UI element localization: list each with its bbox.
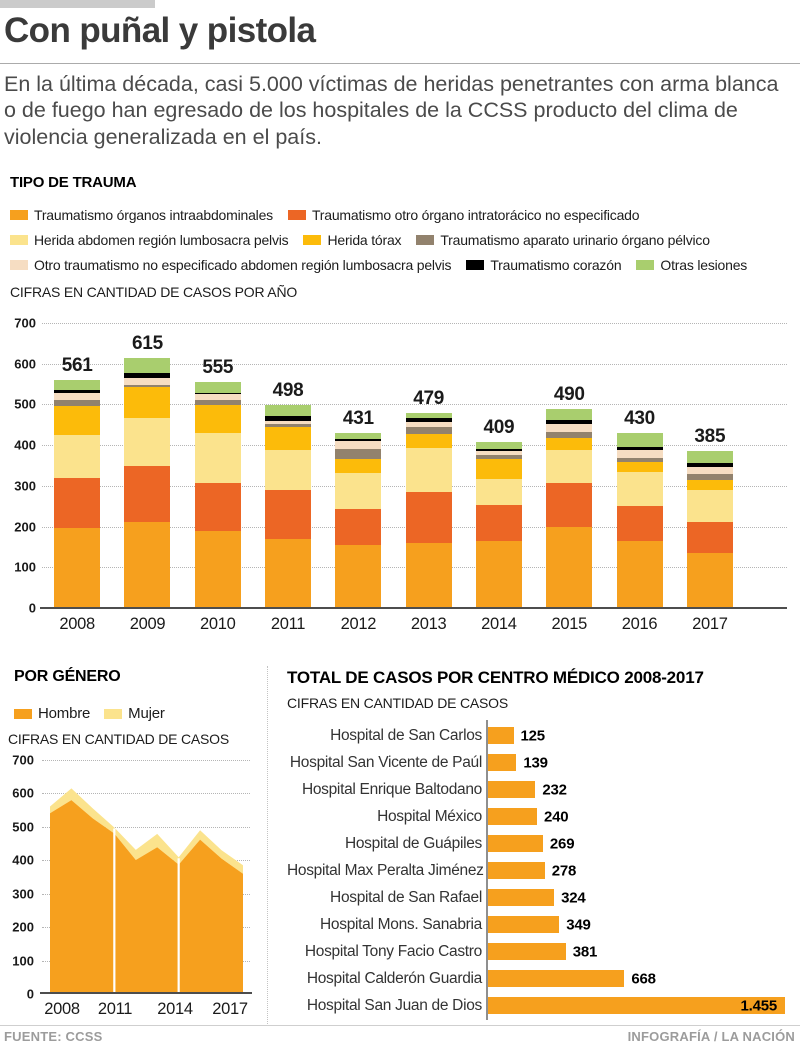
x-tick-label: 2010	[199, 615, 236, 633]
hospital-row	[287, 749, 797, 776]
hospital-bar-track	[488, 943, 785, 960]
y-tick-label: 600	[14, 356, 36, 372]
hospitals-subtitle: CIFRAS EN CANTIDAD DE CASOS	[287, 695, 508, 711]
hospital-row	[287, 776, 797, 803]
bar-total-label: 498	[272, 380, 304, 402]
hospital-bar	[488, 943, 566, 960]
hospital-value-label: 278	[551, 862, 577, 879]
x-tick-label: 2009	[129, 615, 166, 633]
hospital-row	[287, 884, 797, 911]
hospital-bar-track	[488, 808, 785, 825]
y-tick-label: 400	[12, 852, 34, 868]
bar-segment	[476, 479, 522, 506]
x-tick-label: 2008	[44, 1000, 80, 1018]
y-tick-label: 200	[12, 919, 34, 935]
hospital-row	[287, 965, 797, 992]
hospital-value-label: 139	[523, 754, 548, 771]
hospital-value-label: 125	[520, 727, 545, 744]
hospital-bar	[488, 835, 543, 852]
y-tick-label: 100	[14, 559, 36, 575]
bar-segment	[124, 522, 170, 608]
trauma-baseline	[40, 607, 787, 609]
genero-baseline	[40, 992, 252, 994]
section-divider	[267, 666, 268, 1024]
bar-column	[604, 408, 674, 608]
hospital-label: Hospital Enrique Baltodano	[301, 780, 482, 798]
bar-segment	[546, 527, 592, 608]
y-tick-label: 700	[12, 752, 34, 768]
legend-label: Mujer	[128, 705, 165, 722]
trauma-bars	[42, 323, 745, 608]
hospital-bar-track	[488, 970, 785, 987]
genero-section-heading: POR GÉNERO	[14, 668, 121, 685]
page-title: Con puñal y pistola	[4, 11, 316, 50]
bar-column	[253, 380, 323, 608]
trauma-subtitle: CIFRAS EN CANTIDAD DE CASOS POR AÑO	[10, 284, 298, 300]
hospital-label: Hospital Max Peralta Jiménez	[287, 861, 484, 879]
hospital-bar	[488, 754, 516, 771]
bar-segment	[265, 539, 311, 608]
bar-segment	[124, 466, 170, 521]
bar-segment	[335, 473, 381, 508]
hospital-label: Hospital Mons. Sanabria	[320, 915, 482, 933]
legend-row	[10, 252, 747, 277]
hospital-bar	[488, 970, 624, 987]
bar-segment	[687, 553, 733, 608]
hospital-value-label: 381	[572, 943, 598, 960]
hospital-label: Hospital México	[377, 807, 482, 825]
hospital-label: Hospital de Guápiles	[344, 834, 482, 852]
bar-column	[183, 357, 253, 608]
x-tick-label: 2008	[59, 615, 95, 633]
hospital-bar-track	[488, 727, 785, 744]
bar-segment	[546, 409, 592, 420]
legend-row	[10, 227, 747, 252]
legend-item	[10, 232, 288, 248]
trauma-legend	[10, 202, 747, 277]
bar-segment	[124, 387, 170, 418]
bar-total-label: 479	[413, 387, 445, 409]
hospital-value-label: 324	[561, 889, 586, 906]
legend-label: Hombre	[38, 705, 91, 722]
legend-swatch-icon	[466, 260, 484, 270]
bar-segment	[617, 472, 663, 507]
x-tick-label: 2011	[270, 615, 306, 633]
hospital-label: Hospital San Juan de Dios	[306, 996, 482, 1014]
top-accent-strip	[0, 0, 155, 8]
hospital-value-label: 232	[542, 781, 567, 798]
bar-segment	[687, 490, 733, 522]
hospital-value-label: 240	[543, 808, 569, 825]
bar-total-label: 409	[483, 416, 515, 438]
hospital-row	[287, 830, 797, 857]
legend-label: Traumatismo otro órgano intratorácico no especificado	[311, 206, 640, 223]
hospital-bar-track	[488, 916, 785, 933]
bar-segment	[335, 509, 381, 546]
bar-segment	[335, 545, 381, 608]
y-tick-label: 700	[14, 315, 36, 331]
y-tick-label: 0	[28, 600, 36, 616]
bar-segment	[546, 483, 592, 527]
x-tick-label: 2017	[692, 615, 728, 633]
hospital-row	[287, 911, 797, 938]
x-tick-label: 2011	[97, 1000, 133, 1018]
legend-swatch-icon	[288, 210, 306, 220]
legend-item	[10, 207, 273, 223]
x-tick-label: 2014	[157, 1000, 193, 1018]
bar-segment	[335, 459, 381, 473]
bar-segment	[476, 442, 522, 449]
hospital-value-label: 1.455	[740, 997, 777, 1014]
legend-swatch-icon	[104, 709, 122, 719]
bar-column	[534, 384, 604, 608]
bar-segment	[54, 380, 100, 391]
bar-segment	[617, 433, 663, 447]
bar-total-label: 561	[61, 354, 93, 376]
hospital-bar-track	[488, 862, 785, 879]
bar-segment	[54, 406, 100, 435]
bar-segment	[195, 531, 241, 608]
legend-label: Traumatismo aparato urinario órgano pélvico	[440, 231, 710, 248]
x-tick-label: 2013	[410, 615, 447, 633]
footer-divider	[0, 1025, 800, 1026]
legend-label: Herida abdomen región lumbosacra pelvis	[34, 231, 289, 248]
genero-legend	[14, 705, 165, 722]
bar-segment	[195, 483, 241, 531]
legend-item	[416, 232, 709, 248]
trauma-y-axis	[0, 315, 36, 616]
bar-column	[393, 388, 463, 608]
hospital-bar	[488, 781, 535, 798]
y-tick-label: 300	[14, 478, 36, 494]
legend-label: Otro traumatismo no especificado abdomen región lumbosacra pelvis	[34, 256, 452, 273]
x-tick-label: 2014	[481, 615, 517, 633]
bar-segment	[617, 506, 663, 541]
legend-item	[636, 257, 747, 273]
intro-paragraph: En la última década, casi 5.000 víctimas de heridas penetrantes con arma blanca o de fuego han egresado de los hospitales de la CCSS producto del clima de violencia generalizada en el país.	[4, 72, 779, 149]
hospital-bar-track	[488, 781, 785, 798]
bar-segment	[195, 405, 241, 433]
bar-segment	[546, 438, 592, 450]
bar-segment	[335, 441, 381, 449]
x-tick-label: 2016	[621, 615, 658, 633]
hospital-bar-track	[488, 997, 785, 1014]
bar-segment	[406, 434, 452, 448]
bar-total-label: 430	[624, 407, 655, 429]
y-tick-label: 100	[12, 953, 34, 969]
genero-area-chart	[42, 760, 250, 994]
genero-y-axis	[0, 752, 34, 1002]
legend-swatch-icon	[416, 235, 434, 245]
bar-segment	[124, 378, 170, 385]
bar-column	[675, 426, 745, 608]
bar-total-label: 615	[132, 332, 163, 354]
legend-item	[104, 705, 165, 722]
bar-segment	[687, 480, 733, 490]
legend-row	[10, 202, 747, 227]
bar-segment	[406, 448, 452, 492]
bar-segment	[54, 478, 100, 528]
hospital-value-label: 269	[549, 835, 575, 852]
bar-column	[464, 417, 534, 608]
legend-swatch-icon	[10, 235, 28, 245]
legend-swatch-icon	[10, 260, 28, 270]
x-tick-label: 2015	[551, 615, 587, 633]
genero-plot-area	[42, 760, 250, 994]
hospital-label: Hospital Calderón Guardia	[306, 969, 482, 987]
y-tick-label: 500	[12, 819, 34, 835]
bar-segment	[195, 433, 241, 483]
hospital-bar	[488, 916, 559, 933]
hospital-bar	[488, 889, 554, 906]
footer-credit: INFOGRAFÍA / LA NACIÓN	[627, 1029, 795, 1044]
legend-item	[288, 207, 639, 223]
x-tick-label: 2017	[212, 1000, 248, 1018]
bar-segment	[265, 405, 311, 416]
legend-label: Otras lesiones	[660, 256, 748, 273]
y-tick-label: 400	[14, 437, 36, 453]
hospital-bar	[488, 727, 514, 744]
y-tick-label: 200	[14, 519, 36, 535]
y-tick-label: 300	[12, 886, 34, 902]
hospital-bar-track	[488, 835, 785, 852]
bar-column	[323, 408, 393, 608]
legend-label: Traumatismo corazón	[490, 256, 622, 273]
hospital-row	[287, 722, 797, 749]
hospital-value-label: 668	[631, 970, 656, 987]
bar-total-label: 490	[553, 383, 585, 405]
legend-label: Traumatismo órganos intraabdominales	[34, 206, 273, 223]
bar-segment	[476, 505, 522, 541]
bar-segment	[546, 424, 592, 432]
hospital-bar	[488, 808, 537, 825]
bar-segment	[335, 449, 381, 459]
bar-segment	[406, 543, 452, 608]
trauma-x-axis	[42, 615, 745, 634]
bar-segment	[687, 451, 733, 463]
bar-segment	[124, 358, 170, 373]
legend-swatch-icon	[303, 235, 321, 245]
hospital-bar-track	[488, 889, 785, 906]
legend-item	[466, 257, 621, 273]
y-tick-label: 600	[12, 785, 34, 801]
bar-column	[42, 355, 112, 608]
legend-swatch-icon	[10, 210, 28, 220]
title-divider	[0, 63, 800, 64]
bar-segment	[124, 418, 170, 467]
bar-segment	[546, 450, 592, 483]
bar-segment	[406, 492, 452, 543]
bar-segment	[54, 435, 100, 478]
legend-item	[10, 257, 451, 273]
genero-subtitle: CIFRAS EN CANTIDAD DE CASOS	[8, 731, 229, 747]
bar-total-label: 385	[694, 426, 726, 448]
legend-label: Herida tórax	[327, 231, 402, 248]
hospital-label: Hospital de San Carlos	[330, 726, 482, 744]
bar-segment	[265, 450, 311, 490]
hospital-bar	[488, 862, 545, 879]
hospital-label: Hospital Tony Facio Castro	[304, 942, 482, 960]
hospital-label: Hospital de San Rafael	[330, 888, 482, 906]
hospital-label: Hospital San Vicente de Paúl	[289, 753, 482, 771]
hospital-row	[287, 938, 797, 965]
x-tick-label: 2012	[340, 615, 377, 633]
bar-segment	[617, 541, 663, 608]
legend-item	[303, 232, 401, 248]
bar-segment	[617, 462, 663, 471]
bar-segment	[476, 459, 522, 479]
hospital-bar-track	[488, 754, 785, 771]
bar-segment	[195, 382, 241, 393]
bar-segment	[54, 393, 100, 400]
bar-segment	[687, 522, 733, 553]
y-tick-label: 0	[26, 986, 34, 1002]
hospital-row	[287, 803, 797, 830]
legend-swatch-icon	[636, 260, 654, 270]
hospitals-section-heading: TOTAL DE CASOS POR CENTRO MÉDICO 2008-2017	[287, 668, 704, 687]
bar-segment	[265, 427, 311, 450]
hospital-row	[287, 857, 797, 884]
bar-segment	[617, 450, 663, 458]
bar-column	[112, 333, 182, 608]
bar-segment	[54, 528, 100, 608]
legend-item	[14, 705, 90, 722]
bar-segment	[265, 490, 311, 540]
hospital-value-label: 349	[566, 916, 591, 933]
trauma-section-heading: TIPO DE TRAUMA	[10, 174, 137, 191]
bar-total-label: 555	[202, 357, 234, 379]
legend-swatch-icon	[14, 709, 32, 719]
trauma-plot-area	[42, 323, 787, 608]
footer-source: FUENTE: CCSS	[4, 1029, 103, 1044]
y-tick-label: 500	[14, 396, 36, 412]
bar-segment	[476, 541, 522, 608]
hospital-row	[287, 992, 797, 1019]
hospitals-rows	[287, 722, 797, 1019]
bar-total-label: 431	[342, 407, 374, 429]
